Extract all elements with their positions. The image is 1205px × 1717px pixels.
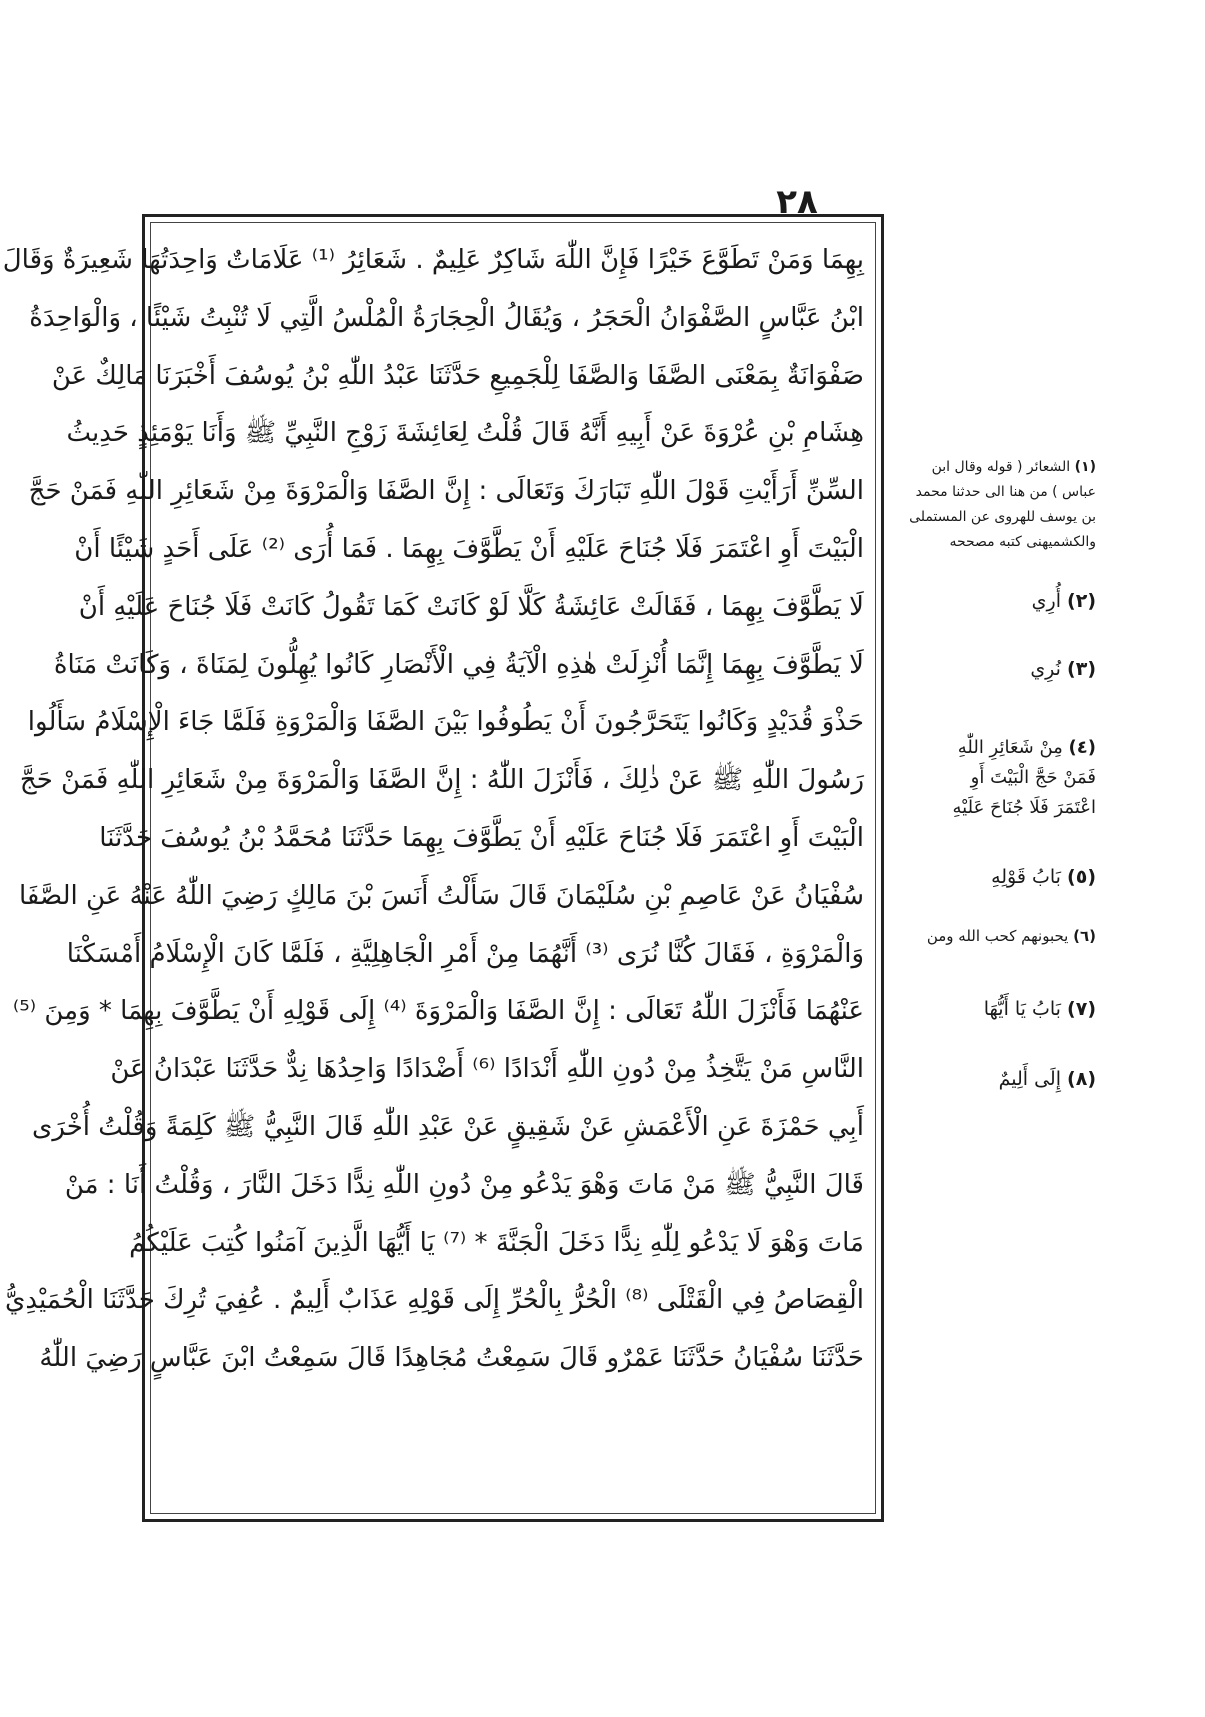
text-line: قَالَ النَّبِيُّ ﷺ مَنْ مَاتَ وَهْوَ يَدْعُو مِنْ دُونِ اللّٰهِ نِدًّا دَخَلَ النَّارَ ، وَقُلْتُ أَنَا : مَنْ: [64, 1169, 864, 1200]
margin-note: [886, 587, 1096, 615]
text-line: السِّنِّ أَرَأَيْتِ قَوْلَ اللّٰهِ تَبَارَكَ وَتَعَالَى : إِنَّ الصَّفَا وَالْمَرْوَةَ مِنْ شَعَائِرِ اللّٰهِ فَمَنْ حَجَّ: [28, 476, 864, 507]
text-line: بِهِمَا وَمَنْ تَطَوَّعَ خَيْرًا فَإِنَّ اللّٰهَ شَاكِرٌ عَلِيمٌ . شَعَائِرُ ⁽¹⁾ عَلَامَاتٌ وَاحِدَتُهَا شَعِيرَةٌ وَقَالَ: [2, 245, 864, 275]
note-text: مِنْ شَعَائِرِ اللّٰهِ فَمَنْ حَجَّ الْبَيْتَ أَوِ اعْتَمَرَ فَلَا جُنَاحَ عَلَيْهِ: [952, 737, 1096, 818]
note-number: (٥): [1067, 866, 1096, 888]
text-line: [162, 1388, 864, 1446]
margin-note: [886, 655, 1096, 683]
note-number: (٦): [1073, 927, 1096, 945]
text-line: حَذْوَ قُدَيْدٍ وَكَانُوا يَتَحَرَّجُونَ أَنْ يَطُوفُوا بَيْنَ الصَّفَا وَالْمَرْوَةِ فَلَمَّا جَاءَ الْإِسْلَامُ سَأَلُوا: [27, 707, 864, 738]
text-line: الْقِصَاصُ فِي الْقَتْلَى ⁽⁸⁾ الْحُرُّ بِالْحُرِّ إِلَى قَوْلِهِ عَذَابٌ أَلِيمٌ . عُفِيَ تُرِكَ حَدَّثَنَا الْحُمَيْدِيُّ: [5, 1285, 864, 1316]
note-text: إِلَى أَلِيمٌ: [998, 1068, 1061, 1090]
margin-note: [886, 1065, 1096, 1093]
text-line: رَسُولَ اللّٰهِ ﷺ عَنْ ذٰلِكَ ، فَأَنْزَلَ اللّٰهُ : إِنَّ الصَّفَا وَالْمَرْوَةَ مِنْ شَعَائِرِ اللّٰهِ فَمَنْ حَجَّ: [19, 765, 864, 796]
note-number: (٤): [1068, 737, 1096, 758]
text-line: لَا يَطَّوَّفَ بِهِمَا ، فَقَالَتْ عَائِشَةُ كَلَّا لَوْ كَانَتْ كَمَا تَقُولُ كَانَتْ فَلَا جُنَاحَ عَلَيْهِ أَنْ: [78, 591, 864, 622]
note-text: أُرِي: [1031, 590, 1061, 612]
page-number: ٢٨: [776, 182, 818, 222]
text-line: مَاتَ وَهْوَ لَا يَدْعُو لِلّٰهِ نِدًّا دَخَلَ الْجَنَّةَ * ⁽⁷⁾ يَا أَيُّهَا الَّذِينَ آمَنُوا كُتِبَ عَلَيْكُمُ: [129, 1227, 864, 1258]
note-number: (٢): [1067, 590, 1096, 612]
note-text: نُرِي: [1030, 658, 1061, 680]
note-number: (٣): [1067, 658, 1096, 680]
main-text-block: [2, 232, 864, 1504]
note-number: (٧): [1067, 998, 1096, 1020]
text-line: أَبِي حَمْزَةَ عَنِ الْأَعْمَشِ عَنْ شَقِيقٍ عَنْ عَبْدِ اللّٰهِ قَالَ النَّبِيُّ ﷺ كَلِمَةً وَقُلْتُ أُخْرَى: [32, 1111, 864, 1142]
note-number: (١): [1074, 459, 1096, 475]
margin-note: [886, 863, 1096, 891]
note-text: بَابُ قَوْلِهِ: [991, 866, 1061, 888]
margin-note: [906, 455, 1096, 555]
text-line: وَالْمَرْوَةِ ، فَقَالَ كُنَّا نُرَى ⁽³⁾ أَنَّهُمَا مِنْ أَمْرِ الْجَاهِلِيَّةِ ، فَلَمَّا كَانَ الْإِسْلَامُ أَمْسَكْنَا: [66, 938, 864, 969]
text-line: هِشَامِ بْنِ عُرْوَةَ عَنْ أَبِيهِ أَنَّهُ قَالَ قُلْتُ لِعَائِشَةَ زَوْجِ النَّبِيِّ ﷺ وَأَنَا يَوْمَئِذٍ حَدِيثُ: [66, 418, 864, 449]
text-line: النَّاسِ مَنْ يَتَّخِذُ مِنْ دُونِ اللّٰهِ أَنْدَادًا ⁽⁶⁾ أَضْدَادًا وَاحِدُهَا نِدٌّ حَدَّثَنَا عَبْدَانُ عَنْ: [110, 1054, 864, 1085]
note-text: الشعائر ( قوله وقال ابن عباس ) من هنا الى حدثنا محمد بن يوسف للهروى عن المستملى والكشميهنى كتبه مصححه: [909, 459, 1096, 550]
margin-note: [926, 733, 1096, 823]
note-text: بَابُ يَا أَيُّهَا: [983, 998, 1061, 1020]
text-line: حَدَّثَنَا سُفْيَانُ حَدَّثَنَا عَمْرٌو قَالَ سَمِعْتُ مُجَاهِدًا قَالَ سَمِعْتُ ابْنَ عَبَّاسٍ رَضِيَ اللّٰهُ: [39, 1343, 864, 1374]
margin-note: [886, 995, 1096, 1023]
note-text: يحبونهم كحب الله ومن: [926, 927, 1069, 945]
text-line: ابْنُ عَبَّاسٍ الصَّفْوَانُ الْحَجَرُ ، وَيُقَالُ الْحِجَارَةُ الْمُلْسُ الَّتِي لَا تُنْبِتُ شَيْئًا ، وَالْوَاحِدَةُ: [29, 302, 864, 333]
margin-note: [886, 923, 1096, 949]
text-line: [162, 1446, 864, 1504]
text-line: الْبَيْتَ أَوِ اعْتَمَرَ فَلَا جُنَاحَ عَلَيْهِ أَنْ يَطَّوَّفَ بِهِمَا . فَمَا أُرَى ⁽²⁾ عَلَى أَحَدٍ شَيْئًا أَنْ: [74, 533, 864, 564]
text-line: الْبَيْتَ أَوِ اعْتَمَرَ فَلَا جُنَاحَ عَلَيْهِ أَنْ يَطَّوَّفَ بِهِمَا حَدَّثَنَا مُحَمَّدُ بْنُ يُوسُفَ حَدَّثَنَا: [99, 822, 864, 853]
note-number: (٨): [1067, 1068, 1096, 1090]
margin-notes: [886, 455, 1096, 1155]
text-line: لَا يَطَّوَّفَ بِهِمَا إِنَّمَا أُنْزِلَتْ هٰذِهِ الْآيَةُ فِي الْأَنْصَارِ كَانُوا يُهِلُّونَ لِمَنَاةَ ، وَكَانَتْ مَنَاةُ: [53, 649, 864, 680]
text-line: صَفْوَانَةٌ بِمَعْنَى الصَّفَا وَالصَّفَا لِلْجَمِيعِ حَدَّثَنَا عَبْدُ اللّٰهِ بْنُ يُوسُفَ أَخْبَرَنَا مَالِكٌ عَنْ: [51, 360, 864, 391]
text-line: عَنْهُمَا فَأَنْزَلَ اللّٰهُ تَعَالَى : إِنَّ الصَّفَا وَالْمَرْوَةَ ⁽⁴⁾ إِلَى قَوْلِهِ أَنْ يَطَّوَّفَ بِهِمَا * وَمِنَ ⁽⁵⁾: [12, 996, 864, 1027]
text-line: سُفْيَانُ عَنْ عَاصِمِ بْنِ سُلَيْمَانَ قَالَ سَأَلْتُ أَنَسَ بْنَ مَالِكٍ رَضِيَ اللّٰهُ عَنْهُ عَنِ الصَّفَا: [18, 880, 864, 911]
